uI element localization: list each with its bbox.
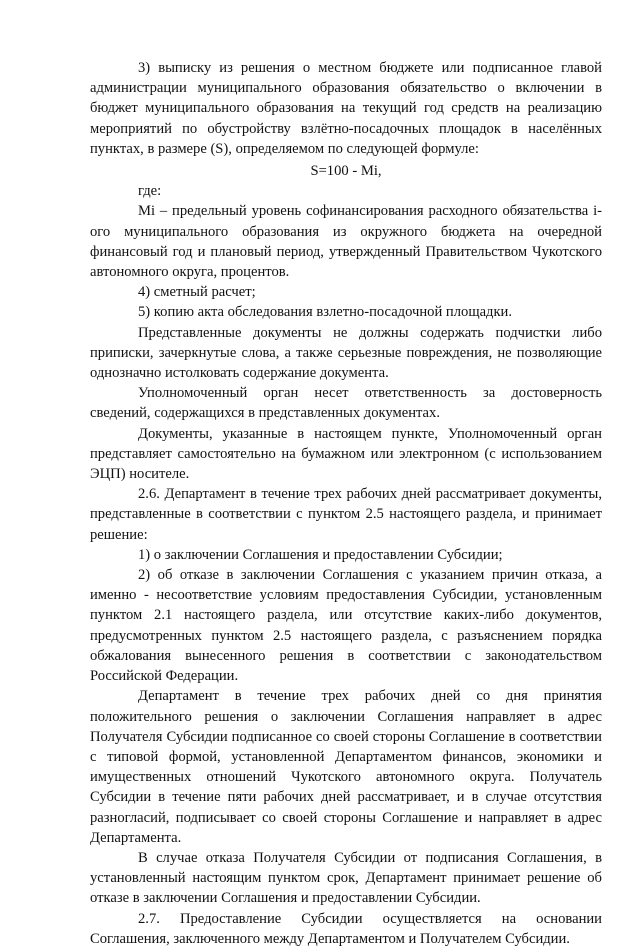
- paragraph-item-4: 4) сметный расчет;: [138, 284, 256, 301]
- paragraph-decision-1: 1) о заключении Соглашения и предоставлении Субсидии;: [138, 546, 503, 563]
- paragraph-item-5: 5) копию акта обследования взлетно-посадочной площадки.: [138, 304, 513, 321]
- formula: S=100 - Mi,: [310, 163, 382, 180]
- paragraph-decision-2: 2) об отказе в заключении Соглашения с указанием причин отказа, а именно - несоответствие условиям предоставления Субсидии, установленным пунктом 2.1 настоящего раздела, или отсутствие каких-либо документов, предусмотренных пунктом 2.5 настоящего раздела, с разъяснением порядка обжалования вынесенного решения в соответствии с законодательством Российской Федерации.: [90, 567, 602, 685]
- paragraph-mi-definition: Mi – предельный уровень софинансирования расходного обязательства i-ого муниципального образования из окружного бюджета на очередной финансовый год и плановый период, утвержденный Правительством Чукотского автономного округа, процентов.: [90, 203, 602, 281]
- paragraph-section-2-6: 2.6. Департамент в течение трех рабочих дней рассматривает документы, представленные в соответствии с пунктом 2.5 настоящего раздела, и принимает решение:: [90, 486, 602, 543]
- paragraph-document-requirements: Представленные документы не должны содержать подчистки либо приписки, зачеркнутые слова, а также серьезные повреждения, не позволяющие однозначно истолковать содержание документа.: [90, 324, 602, 382]
- paragraph-budget-extract: 3) выписку из решения о местном бюджете или подписанное главой администрации муниципального образования обязательство о включении в бюджет муниципального образования на текущий год средств на реализацию мероприятий по обустройству взлётно-посадочных площадок в населённых пунктах, в размере (S), определяемом по следующей формуле:: [90, 60, 602, 157]
- paragraph-responsibility: Уполномоченный орган несет ответственность за достоверность сведений, содержащихся в представленных документах.: [90, 385, 602, 422]
- paragraph-agreement-sending: Департамент в течение трех рабочих дней со дня принятия положительного решения о заключении Соглашения направляет в адрес Получателя Субсидии подписанное со своей стороны Соглашение в соответствии с типовой формой, установленной Департаментом финансов, экономики и имущественных отношений Чукотского автономного округа. Получатель Субсидии в течение пяти рабочих дней рассматривает, и в случае отсутствия разногласий, подписывает со своей стороны Соглашение и направляет в адрес Департамента.: [90, 688, 602, 846]
- paragraph-section-2-7: 2.7. Предоставление Субсидии осуществляется на основании Соглашения, заключенного между Департаментом и Получателем Субсидии.: [90, 910, 602, 947]
- paragraph-where: где:: [138, 183, 162, 200]
- paragraph-refusal: В случае отказа Получателя Субсидии от подписания Соглашения, в установленный настоящим пунктом срок, Департамент принимает решение об отказе в заключении Соглашения и предоставлении Субсидии.: [90, 849, 602, 907]
- document-page: [90, 58, 602, 949]
- paragraph-submission: Документы, указанные в настоящем пункте, Уполномоченный орган представляет самостоятельно на бумажном или электронном (с использованием ЭЦП) носителе.: [90, 425, 602, 483]
